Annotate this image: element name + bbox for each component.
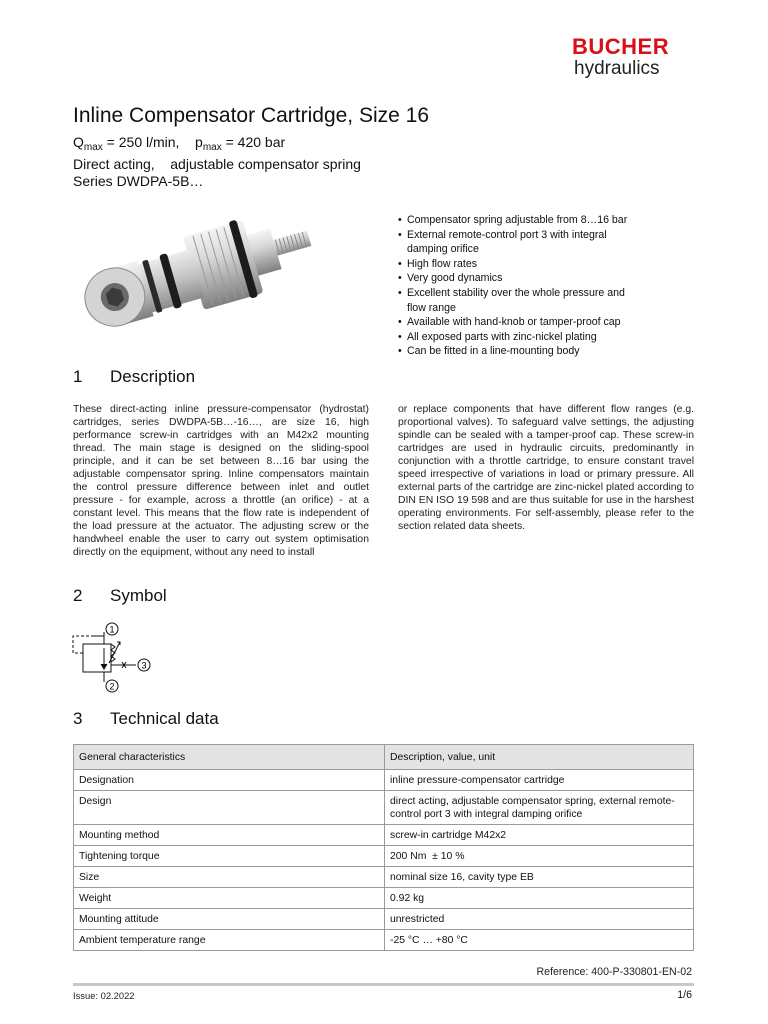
feature-item: • External remote-control port 3 with integral damping orifice <box>398 228 634 257</box>
section-number: 3 <box>73 709 83 728</box>
table-header-cell: Description, value, unit <box>385 745 694 770</box>
table-row <box>74 770 694 791</box>
footer-divider <box>73 983 694 986</box>
features-list <box>398 213 698 359</box>
section-title: Technical data <box>110 709 219 728</box>
table-cell-label: Weight <box>74 888 385 909</box>
table-cell-label: Tightening torque <box>74 846 385 867</box>
table-row <box>74 867 694 888</box>
pmax-value: = 420 bar <box>221 134 286 150</box>
product-image <box>74 212 326 352</box>
logo-subtitle: hydraulics <box>574 58 660 79</box>
table-cell-value: nominal size 16, cavity type EB <box>385 867 694 888</box>
table-cell-value: direct acting, adjustable compensator spring, external remote-control port 3 with integral damping orifice <box>385 791 694 825</box>
table-row <box>74 791 694 825</box>
feature-item: • Compensator spring adjustable from 8…16 bar <box>398 213 698 228</box>
qmax-subscript: max <box>83 142 103 153</box>
table-cell-value: 0.92 kg <box>385 888 694 909</box>
table-cell-label: Mounting method <box>74 825 385 846</box>
subtitle-block <box>73 134 361 190</box>
table-cell-value: unrestricted <box>385 909 694 930</box>
table-cell-value: 200 Nm ± 10 % <box>385 846 694 867</box>
port-3-label: 3 <box>141 660 147 671</box>
table-row <box>74 909 694 930</box>
table-row <box>74 825 694 846</box>
table-header-row <box>74 745 694 770</box>
company-logo <box>572 36 692 80</box>
logo-brand: BUCHER <box>572 34 670 59</box>
subtitle-line-2: Direct acting, adjustable compensator spring <box>73 156 361 172</box>
feature-item: • Can be fitted in a line-mounting body <box>398 344 698 359</box>
table-cell-label: Ambient temperature range <box>74 930 385 951</box>
subtitle-line-3: Series DWDPA-5B… <box>73 173 204 189</box>
document-reference: Reference: 400-P-330801-EN-02 <box>536 966 692 978</box>
table-header-cell: General characteristics <box>74 745 385 770</box>
section-title: Description <box>110 367 196 386</box>
qmax-symbol: Q <box>73 134 84 150</box>
subtitle-line-1 <box>73 134 361 156</box>
feature-item: • Excellent stability over the whole pressure and flow range <box>398 286 634 315</box>
table-cell-label: Mounting attitude <box>74 909 385 930</box>
table-cell-label: Size <box>74 867 385 888</box>
table-cell-value: inline pressure-compensator cartridge <box>385 770 694 791</box>
section-heading-symbol <box>73 586 167 606</box>
description-column-2: or replace components that have different flow ranges (e.g. proportional valves). To safeguard valve settings, the adjusting spindle can be sealed with a tamper-proof cap. These screw-in cartridges are used in hydraulic circuits, predominantly in conjunction with a throttle cartridge, to ensure constant travel speed irrespective of variations in load or primary pressure. All external parts of the cartridge are zinc-nickel plated according to DIN EN ISO 19 598 and are thus suitable for use in the harshest operating environments. For self-assembly, please refer to the section related data sheets. <box>398 404 694 532</box>
table-cell-value: -25 °C … +80 °C <box>385 930 694 951</box>
section-number: 2 <box>73 586 83 605</box>
table-row <box>74 846 694 867</box>
section-heading-technical-data <box>73 709 219 729</box>
qmax-value: = 250 l/min, <box>102 134 180 150</box>
table-row <box>74 888 694 909</box>
table-cell-value: screw-in cartridge M42x2 <box>385 825 694 846</box>
table-cell-label: Design <box>74 791 385 825</box>
issue-date: Issue: 02.2022 <box>73 990 135 1001</box>
feature-item: • Very good dynamics <box>398 271 698 286</box>
feature-item: • High flow rates <box>398 257 698 272</box>
table-cell-label: Designation <box>74 770 385 791</box>
section-title: Symbol <box>110 586 167 605</box>
section-number: 1 <box>73 367 83 386</box>
port-2-label: 2 <box>109 681 115 692</box>
hydraulic-symbol <box>70 620 165 695</box>
page-number: 1/6 <box>677 989 692 1001</box>
feature-item: • Available with hand-knob or tamper-proof cap <box>398 315 698 330</box>
document-title: Inline Compensator Cartridge, Size 16 <box>73 104 430 127</box>
pmax-subscript: max <box>202 142 222 153</box>
pmax-symbol: p <box>195 134 203 150</box>
feature-item: • All exposed parts with zinc-nickel plating <box>398 330 698 345</box>
description-column-1: These direct-acting inline pressure-compensator (hydrostat) cartridges, series DWDPA-5B…-16…, are size 16, high performance screw-in cartridges with an M42x2 mounting thread. The main stage is designed on the sliding-spool principle, and it can be set between 8…16 bar using the adjustable compensator spring. Inline compensators maintain the control pressure difference between inlet and outlet pressure - for example, across a throttle (an orifice) - at a constant level. This means that the flow rate is independent of the load pressure at the actuator. The adjusting screw or the handwheel enable the user to carry out system optimisation directly on the equipment, without any need to install <box>73 404 369 558</box>
port-1-label: 1 <box>109 624 115 635</box>
technical-data-table <box>73 744 694 951</box>
table-row <box>74 930 694 951</box>
section-heading-description <box>73 367 195 387</box>
